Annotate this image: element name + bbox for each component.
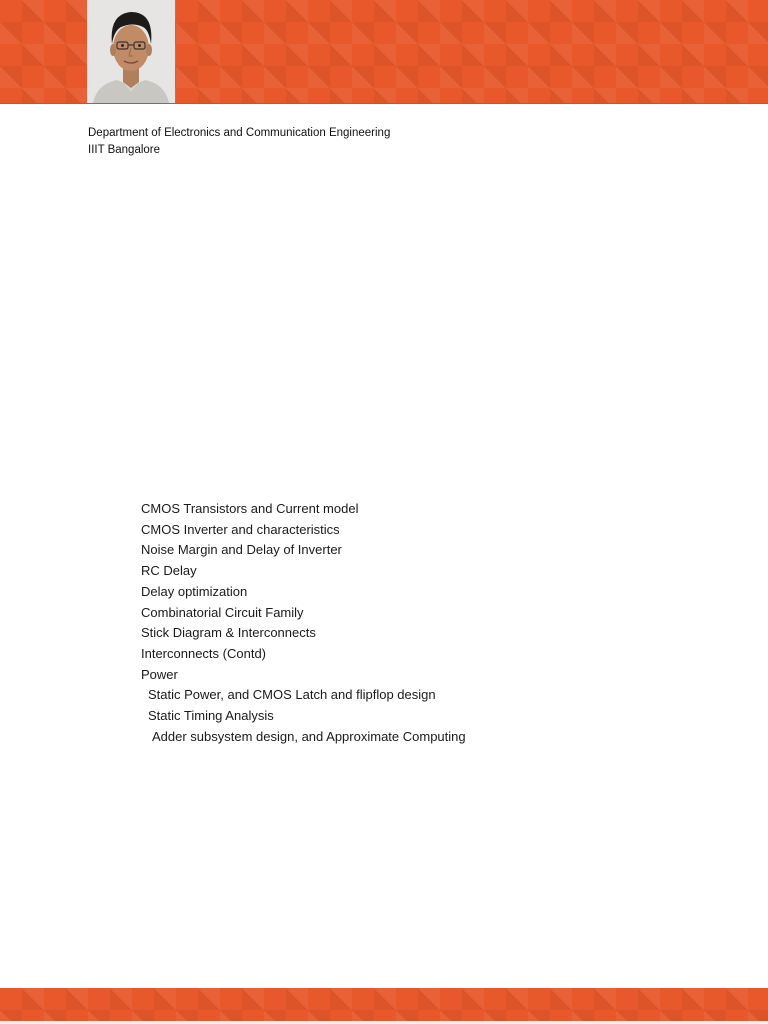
topic-item: Stick Diagram & Interconnects	[141, 625, 316, 641]
topic-item: Static Timing Analysis	[148, 708, 274, 724]
topic-item: Combinatorial Circuit Family	[141, 604, 304, 620]
affiliation-block	[88, 125, 390, 158]
institute-name: IIIT Bangalore	[88, 143, 161, 156]
topic-item: Delay optimization	[141, 583, 248, 599]
topic-item: CMOS Inverter and characteristics	[141, 521, 340, 537]
topic-item: Interconnects (Contd)	[141, 645, 267, 661]
person-photo-icon	[87, 0, 175, 103]
topic-item: Static Power, and CMOS Latch and flipflop design	[148, 687, 436, 703]
topic-item: Adder subsystem design, and Approximate Computing	[152, 728, 466, 744]
topic-item: Power	[141, 666, 178, 682]
topic-item: RC Delay	[141, 563, 197, 579]
course-topics-list	[141, 499, 466, 747]
department-name: Department of Electronics and Communication Engineering	[88, 127, 391, 139]
author-portrait	[87, 0, 175, 103]
topic-item: CMOS Transistors and Current model	[141, 501, 359, 516]
topic-item: Noise Margin and Delay of Inverter	[141, 542, 342, 558]
bottom-banner	[0, 988, 768, 1024]
